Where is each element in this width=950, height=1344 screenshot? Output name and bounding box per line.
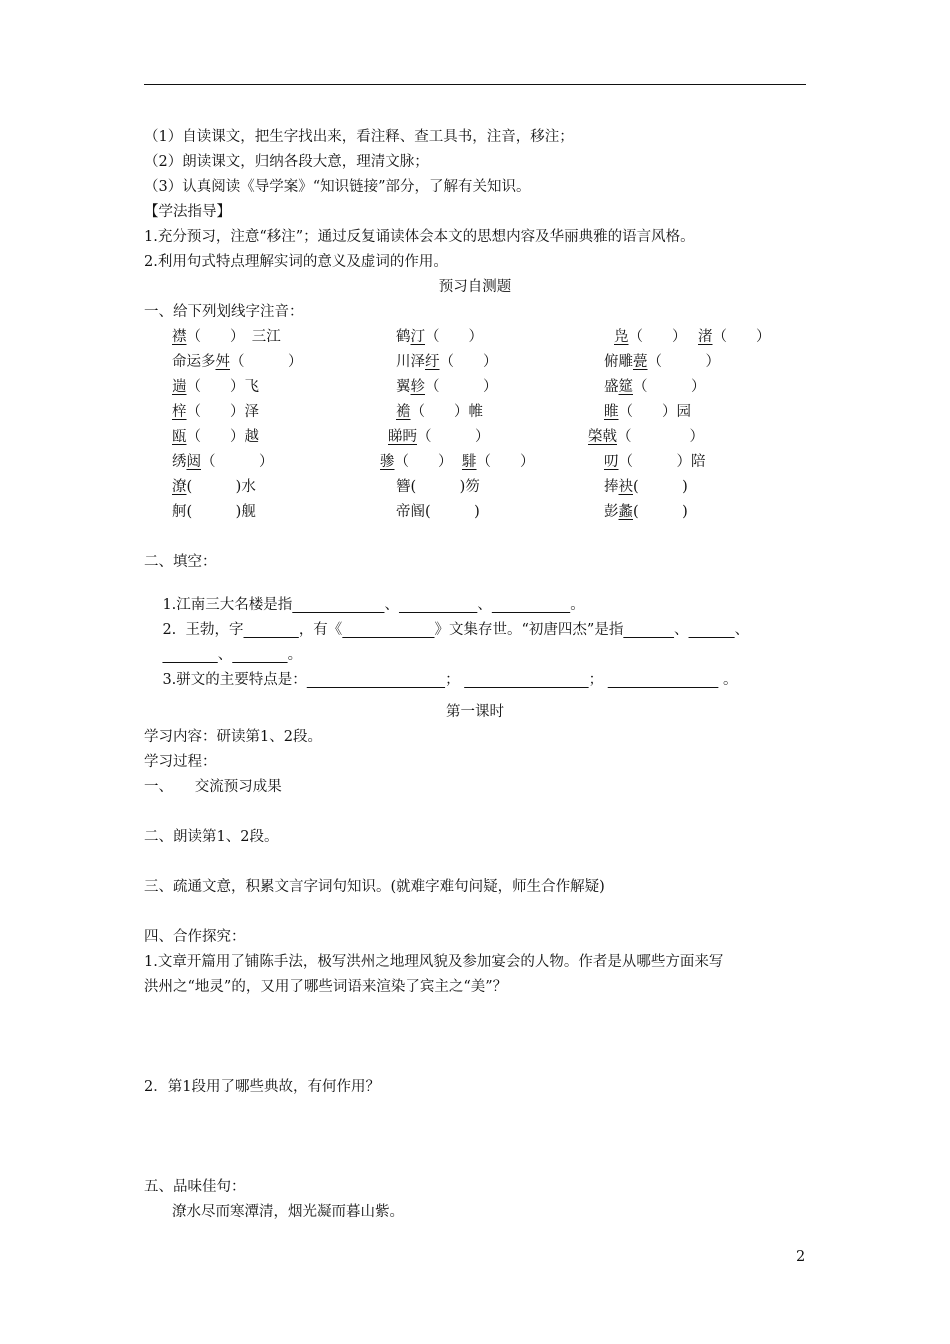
q2-end: 。 [287,647,303,663]
method-heading: 【学法指导】 [144,204,231,220]
step-4: 四、合作探究： [144,929,246,945]
pinyin-target-char: 襟 [172,329,187,345]
pinyin-target-char: 叨 [604,454,619,470]
pinyin-target-char: 蠡 [618,504,633,520]
pinyin-item [396,353,498,371]
inquiry-question-1-cont: 洪州之“地灵”的，又用了哪些词语来渲染了宾主之“美”？ [144,979,508,995]
appreciation-line: 潦水尽而寒潭清，烟光凝而暮山紫。 [172,1204,404,1220]
pinyin-prefix: 命运多 [172,354,216,370]
q1-end: 。 [570,597,585,613]
pinyin-item [396,478,480,496]
q2-sep: 、 [217,647,233,663]
q3-end: 。 [722,672,738,688]
pinyin-answer-slot[interactable]: （ ）帷 [410,404,483,420]
pinyin-answer-slot[interactable]: （ ）越 [186,429,259,445]
pinyin-target-char: 骖 [380,454,395,470]
pinyin-prefix: 捧 [604,479,619,495]
header-rule [144,84,806,85]
pinyin-item [172,503,256,521]
pinyin-prefix: 盛 [604,379,619,395]
pinyin-answer-slot[interactable]: ( ) [633,479,688,495]
pinyin-target-char: 襜 [396,404,411,420]
pinyin-target-char: 渚 [698,329,713,345]
pinyin-item [396,503,480,521]
pinyin-item [172,403,259,421]
pinyin-target-char: 潦 [172,479,187,495]
pinyin-item [604,378,706,396]
pinyin-item [172,478,256,496]
prep-step: （1）自读课文，把生字找出来，看注释、查工具书，注音，移注； [144,129,574,145]
pinyin-answer-slot[interactable]: ( ) [633,504,688,520]
page-number: 2 [796,1249,806,1265]
answer-blank[interactable] [689,622,735,638]
pinyin-answer-slot[interactable]: ( ) [425,504,480,520]
lesson-title: 第一课时 [446,704,504,720]
pinyin-answer-slot[interactable]: （ ） [628,329,687,345]
pinyin-item [172,328,281,346]
self-test-title: 预习自测题 [438,279,512,295]
pinyin-target-char: 甍 [633,354,648,370]
pinyin-prefix: 翼 [396,379,411,395]
pinyin-answer-slot[interactable]: （ ）园 [618,404,691,420]
pinyin-answer-slot[interactable]: （ ） [201,454,274,470]
q2-sep: 、 [674,622,689,638]
inquiry-question-1: 1.文章开篇用了铺陈手法，极写洪州之地理风貌及参加宴会的人物。作者是从哪些方面来写 [144,954,724,970]
pinyin-answer-slot[interactable]: ( )笏 [410,479,480,495]
pinyin-answer-slot[interactable]: （ ） 三江 [186,329,281,345]
q2-sep: 、 [734,622,750,638]
pinyin-prefix: 彭 [604,504,619,520]
pinyin-answer-slot[interactable]: （ ） [394,454,453,470]
pinyin-prefix: 俯雕 [604,354,633,370]
pinyin-item [698,328,771,346]
fill-heading: 二、填空： [144,554,217,570]
pinyin-answer-slot[interactable]: （ ） [712,329,771,345]
pinyin-answer-slot[interactable]: （ ）飞 [186,379,259,395]
answer-blank[interactable] [608,672,719,688]
pinyin-item [588,428,704,446]
q2-text: 2. 王勃，字 [162,622,244,638]
method-item: 1.充分预习，注意“移注”；通过反复诵读体会本文的思想内容及华丽典雅的语言风格。 [144,229,695,245]
answer-blank[interactable] [342,622,434,638]
q3-text: 3.骈文的主要特点是： [162,672,307,688]
q3-sep: ； [445,672,460,688]
pinyin-item [396,378,498,396]
pinyin-target-char: 瓯 [172,429,187,445]
appreciation-heading: 五、品味佳句： [144,1179,246,1195]
pinyin-answer-slot[interactable]: （ ） [633,379,706,395]
pinyin-answer-slot[interactable]: （ ） [439,354,498,370]
pinyin-target-char: 遄 [172,379,187,395]
pinyin-item [396,328,483,346]
pinyin-item [604,353,720,371]
pinyin-item [604,403,691,421]
pinyin-target-char: 筵 [618,379,633,395]
pinyin-answer-slot[interactable]: （ ）泽 [186,404,259,420]
step-3: 三、疏通文意，积累文言字词句知识。(就难字难句问疑，师生合作解疑) [144,879,605,895]
pinyin-item [396,403,483,421]
study-content: 学习内容：研读第1、2段。 [144,729,322,745]
pinyin-target-char: 闼 [186,454,201,470]
pinyin-answer-slot[interactable]: （ ） [417,429,490,445]
pinyin-item [604,453,706,471]
pinyin-item [172,453,274,471]
pinyin-answer-slot[interactable]: （ ） [617,429,704,445]
pinyin-target-char: 騑 [462,454,477,470]
pinyin-item [172,428,259,446]
pinyin-heading: 一、给下列划线字注音： [144,304,304,320]
pinyin-prefix: 绣 [172,454,187,470]
pinyin-answer-slot[interactable]: （ ） [425,329,483,345]
pinyin-target-char: 纡 [425,354,440,370]
q1-sep: 、 [384,597,399,613]
answer-blank[interactable] [464,672,588,688]
pinyin-target-char: 袂 [618,479,633,495]
pinyin-target-char: 轸 [410,379,425,395]
pinyin-target-char: 梓 [172,404,187,420]
pinyin-prefix: 川泽 [396,354,425,370]
q1-sep: 、 [477,597,492,613]
q1-text: 1.江南三大名楼是指 [162,597,293,613]
pinyin-item [614,328,687,346]
pinyin-item [380,453,453,471]
pinyin-answer-slot[interactable]: ( )舰 [186,504,256,520]
pinyin-target-char: 汀 [410,329,425,345]
q2-mid: ，有《 [298,622,343,638]
pinyin-target-char: 睢 [604,404,619,420]
pinyin-answer-slot[interactable]: ( )水 [186,479,256,495]
pinyin-target-char: 棨戟 [588,429,617,445]
q3-sep: ； [588,672,604,688]
pinyin-item [462,453,535,471]
pinyin-target-char: 舛 [215,354,230,370]
study-process: 学习过程： [144,754,217,770]
pinyin-item [388,428,490,446]
prep-step: （3）认真阅读《导学案》“知识链接”部分，了解有关知识。 [144,179,531,195]
pinyin-answer-slot[interactable]: （ ） [647,354,720,370]
pinyin-item [172,353,303,371]
pinyin-item [604,478,688,496]
step-2: 二、朗读第1、2段。 [144,829,279,845]
pinyin-answer-slot[interactable]: （ ） [230,354,303,370]
pinyin-prefix: 簪 [396,479,411,495]
q2-mid2: 》文集存世。“初唐四杰”是指 [434,622,624,638]
fill-question-3 [144,653,737,707]
pinyin-target-char: 凫 [614,329,629,345]
answer-blank[interactable] [307,672,445,688]
inquiry-question-2: 2．第1段用了哪些典故，有何作用？ [144,1079,380,1095]
pinyin-answer-slot[interactable]: （ ）陪 [618,454,706,470]
pinyin-answer-slot[interactable]: （ ） [425,379,498,395]
pinyin-target-char: 睇眄 [388,429,417,445]
prep-step: （2）朗读课文，归纳各段大意，理清文脉； [144,154,429,170]
pinyin-answer-slot[interactable]: （ ） [476,454,535,470]
pinyin-item [172,378,259,396]
method-item: 2.利用句式特点理解实词的意义及虚词的作用。 [144,254,448,270]
answer-blank[interactable] [623,622,674,638]
pinyin-prefix: 帝阍 [396,504,425,520]
pinyin-prefix: 鹤 [396,329,411,345]
step-1: 一、 交流预习成果 [144,779,282,795]
pinyin-item [604,503,688,521]
pinyin-prefix: 舸 [172,504,187,520]
